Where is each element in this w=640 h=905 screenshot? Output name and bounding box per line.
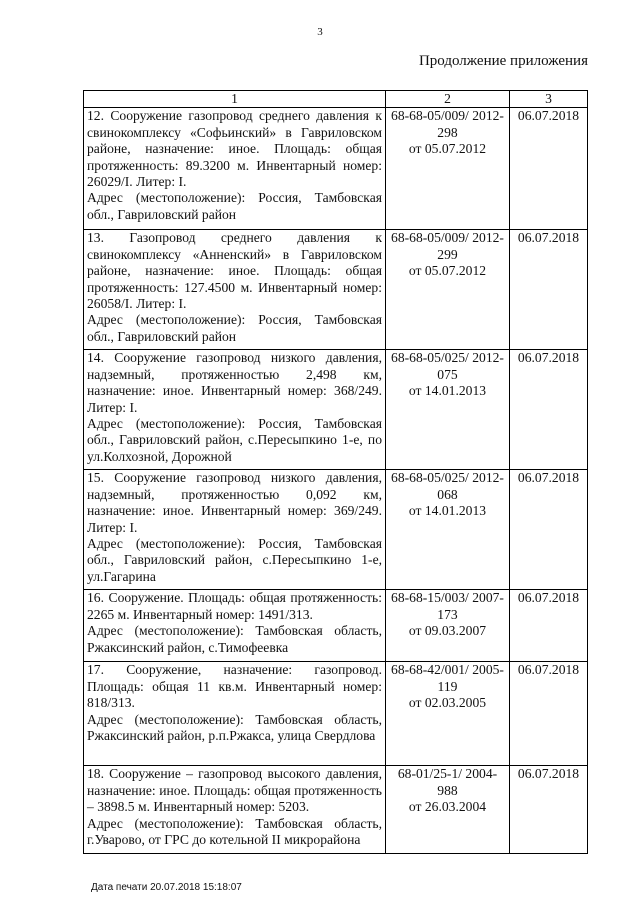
registration-number: 68-68-05/009/ 2012-298	[391, 108, 504, 140]
object-address: Адрес (местоположение): Россия, Тамбовская обл., Гавриловский район, с.Пересыпкино 1-е, ул.Гагарина	[87, 536, 382, 584]
table-header-row	[84, 91, 588, 108]
object-description: 12. Сооружение газопровод среднего давления к свинокомплексу «Софьинский» в Гавриловском районе, назначение: иное. Площадь: общая протяженность: 89.3200 м. Инвентарный номер: 26029/I. Литер: I.	[87, 108, 382, 190]
registration-date: от 26.03.2004	[408, 799, 487, 815]
column-header-2: 2	[386, 91, 510, 108]
object-description: 17. Сооружение, назначение: газопровод. Площадь: общая 11 кв.м. Инвентарный номер: 818/313.	[87, 662, 382, 711]
registration-cell	[386, 230, 510, 350]
date-cell: 06.07.2018	[510, 590, 588, 662]
registration-date: от 05.07.2012	[408, 263, 487, 279]
object-description-cell	[84, 766, 386, 854]
table-row	[84, 108, 588, 230]
object-description: 13. Газопровод среднего давления к свинокомплексу «Анненский» в Гавриловском районе, назначение: иное. Площадь: общая протяженность: 127.4500 м. Инвентарный номер: 26058/I. Литер: I.	[87, 230, 382, 312]
object-address: Адрес (местоположение): Россия, Тамбовская обл., Гавриловский район, с.Пересыпкино 1-е, по ул.Колхозной, Дорожной	[87, 416, 382, 464]
object-description: 18. Сооружение – газопровод высокого давления, назначение: иное. Площадь: общая протяженность – 3898.5 м. Инвентарный номер: 5203.	[87, 766, 382, 815]
registration-number: 68-68-05/009/ 2012-299	[391, 230, 504, 262]
print-date: Дата печати 20.07.2018 15:18:07	[91, 882, 242, 893]
object-description-cell	[84, 590, 386, 662]
table-row	[84, 470, 588, 590]
registration-cell	[386, 108, 510, 230]
object-description-cell	[84, 470, 386, 590]
object-address: Адрес (местоположение): Тамбовская область, г.Уварово, от ГРС до котельной II микрорайона	[87, 815, 382, 848]
date-cell: 06.07.2018	[510, 108, 588, 230]
date-cell: 06.07.2018	[510, 230, 588, 350]
object-description: 16. Сооружение. Площадь: общая протяженность: 2265 м. Инвентарный номер: 1491/313.	[87, 590, 382, 622]
registration-number: 68-68-15/003/ 2007-173	[391, 590, 504, 622]
column-header-3: 3	[510, 91, 588, 108]
registration-cell	[386, 662, 510, 766]
registration-cell	[386, 350, 510, 470]
registration-date: от 14.01.2013	[408, 383, 487, 399]
object-address: Адрес (местоположение): Россия, Тамбовская обл., Гавриловский район	[87, 190, 382, 222]
table-row	[84, 766, 588, 854]
object-description-cell	[84, 230, 386, 350]
appendix-continuation-heading: Продолжение приложения	[418, 53, 588, 69]
column-header-1: 1	[84, 91, 386, 108]
object-description-cell	[84, 108, 386, 230]
object-description: 14. Сооружение газопровод низкого давления, надземный, протяженностью 2,498 км, назначение: иное. Инвентарный номер: 368/249. Литер: I.	[87, 350, 382, 415]
registration-cell	[386, 470, 510, 590]
registration-date: от 05.07.2012	[408, 141, 487, 157]
registry-table	[83, 90, 588, 854]
registration-cell	[386, 590, 510, 662]
registration-date: от 02.03.2005	[408, 695, 487, 711]
table-row	[84, 662, 588, 766]
registration-cell	[386, 766, 510, 854]
table-row	[84, 230, 588, 350]
date-cell: 06.07.2018	[510, 766, 588, 854]
object-description-cell	[84, 662, 386, 766]
registration-date: от 14.01.2013	[408, 503, 487, 519]
page-number: 3	[317, 26, 323, 38]
registration-number: 68-68-42/001/ 2005-119	[391, 662, 504, 694]
table-row	[84, 350, 588, 470]
object-address: Адрес (местоположение): Россия, Тамбовская обл., Гавриловский район	[87, 312, 382, 344]
registration-number: 68-01/25-1/ 2004-988	[397, 766, 498, 798]
object-description-cell	[84, 350, 386, 470]
date-cell: 06.07.2018	[510, 470, 588, 590]
registration-number: 68-68-05/025/ 2012-075	[391, 350, 504, 382]
object-address: Адрес (местоположение): Тамбовская область, Ржаксинский район, р.п.Ржакса, улица Свердлова	[87, 711, 382, 744]
date-cell: 06.07.2018	[510, 350, 588, 470]
table-row	[84, 590, 588, 662]
object-address: Адрес (местоположение): Тамбовская область, Ржаксинский район, с.Тимофеевка	[87, 623, 382, 655]
object-description: 15. Сооружение газопровод низкого давления, надземный, протяженностью 0,092 км, назначение: иное. Инвентарный номер: 369/249. Литер: I.	[87, 470, 382, 535]
registration-date: от 09.03.2007	[408, 623, 487, 639]
registration-number: 68-68-05/025/ 2012-068	[391, 470, 504, 502]
date-cell: 06.07.2018	[510, 662, 588, 766]
